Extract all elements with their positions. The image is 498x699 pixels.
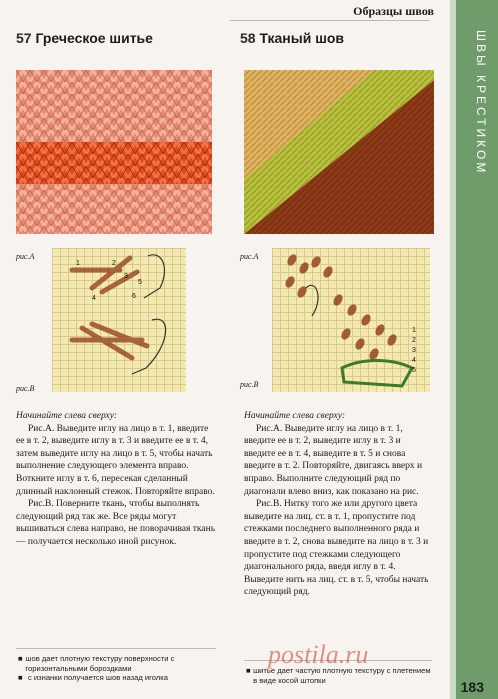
- bullet-text: шитье дает частую плотную текстуру с плетением в виде косой штопки: [253, 666, 431, 685]
- section-57-title: [16, 30, 153, 46]
- page-number: 183: [460, 679, 484, 695]
- point-label: 3: [412, 347, 416, 354]
- title-rule: [230, 20, 430, 21]
- side-label: ШВЫ КРЕСТИКОМ: [474, 30, 488, 176]
- left-fig-b-label: рис.В: [16, 384, 35, 393]
- point-label: 5: [412, 367, 416, 374]
- left-bullets: [18, 654, 216, 683]
- point-label: 1: [412, 327, 416, 334]
- instructions-fig-a: Рис.А. Выведите иглу на лицо в т. 1, введите ее в т. 2, выведите иглу в т. 3 и введите ее в т. 4, затем выведите иглу на лицо в т. 5, чтобы начать выполнение следующего элемента вправо. Воткните иглу в т. 6, пересекая сделанный длинный наклонный стежок. Повторяйте вправо.: [16, 423, 215, 497]
- bullet-text: шов дает плотную текстуру поверхности с горизонтальными бороздками: [25, 654, 175, 673]
- bullet-item: [18, 673, 216, 683]
- left-bullet-rule: [16, 648, 216, 649]
- section-name: Тканый шов: [259, 30, 345, 46]
- left-instructions: [16, 410, 216, 549]
- bullet-marker: ■: [18, 654, 23, 663]
- running-title: Образцы швов: [353, 4, 434, 18]
- section-number: 57: [16, 30, 32, 46]
- bullet-marker: ■: [18, 673, 23, 683]
- right-stitch-diagram: [272, 248, 430, 392]
- right-fig-a-label: рис.А: [240, 252, 259, 261]
- point-label: 4: [92, 295, 96, 302]
- bullet-marker: ■: [246, 666, 251, 675]
- side-band-strip: [450, 0, 456, 699]
- bullet-text: с изнанки получается шов назад иголка: [28, 673, 168, 683]
- point-label: 1: [76, 260, 80, 267]
- instructions-fig-b: Рис.В. Нитку того же или другого цвета выведите на лиц. ст. в т. 1, пропустите под стежками последнего выполненного ряда и введите в т. 2, снова выведите на лицо в т. 3 и пропустите под стежками следующего диагонального ряда, введя иглу в т. 4. Выведите нить на лиц. ст. в т. 5, чтобы начать следующий ряд.: [244, 499, 429, 598]
- bullet-item: [18, 654, 216, 673]
- instructions-fig-a: Рис.А. Выведите иглу на лицо в т. 1, введите ее в т. 2, выведите иглу в т. 3 и введите ее в т. 4, выведите в т. 5 и снова введите в т. 2. Повторяйте, двигаясь вверх и вправо. Выполните следующий ряд по диагонали влево вниз, как показано на рис.: [244, 423, 423, 497]
- point-label: 5: [138, 279, 142, 286]
- right-fig-b-label: рис.В: [240, 380, 259, 389]
- left-stitch-diagram: [52, 248, 186, 392]
- watermark: postila.ru: [268, 640, 369, 669]
- section-number: 58: [240, 30, 256, 46]
- point-label: 6: [132, 293, 136, 300]
- instructions-heading: Начинайте слева сверху:: [244, 411, 346, 421]
- woven-stitch-photo: [244, 70, 434, 234]
- point-label: 2: [412, 337, 416, 344]
- section-name: Греческое шитье: [35, 30, 153, 46]
- point-label: 3: [124, 273, 128, 280]
- greek-stitch-photo: [16, 70, 212, 234]
- left-fig-a-label: рис.А: [16, 252, 35, 261]
- section-58-title: [240, 30, 344, 46]
- instructions-fig-b: Рис.В. Поверните ткань, чтобы выполнять следующий ряд так же. Все ряды могут вышиваться слева направо, не поворачивая ткань — получается несколько иной рисунок.: [16, 499, 216, 547]
- instructions-heading: Начинайте слева сверху:: [16, 411, 118, 421]
- right-instructions: [244, 410, 432, 599]
- point-label: 2: [112, 260, 116, 267]
- point-label: 4: [412, 357, 416, 364]
